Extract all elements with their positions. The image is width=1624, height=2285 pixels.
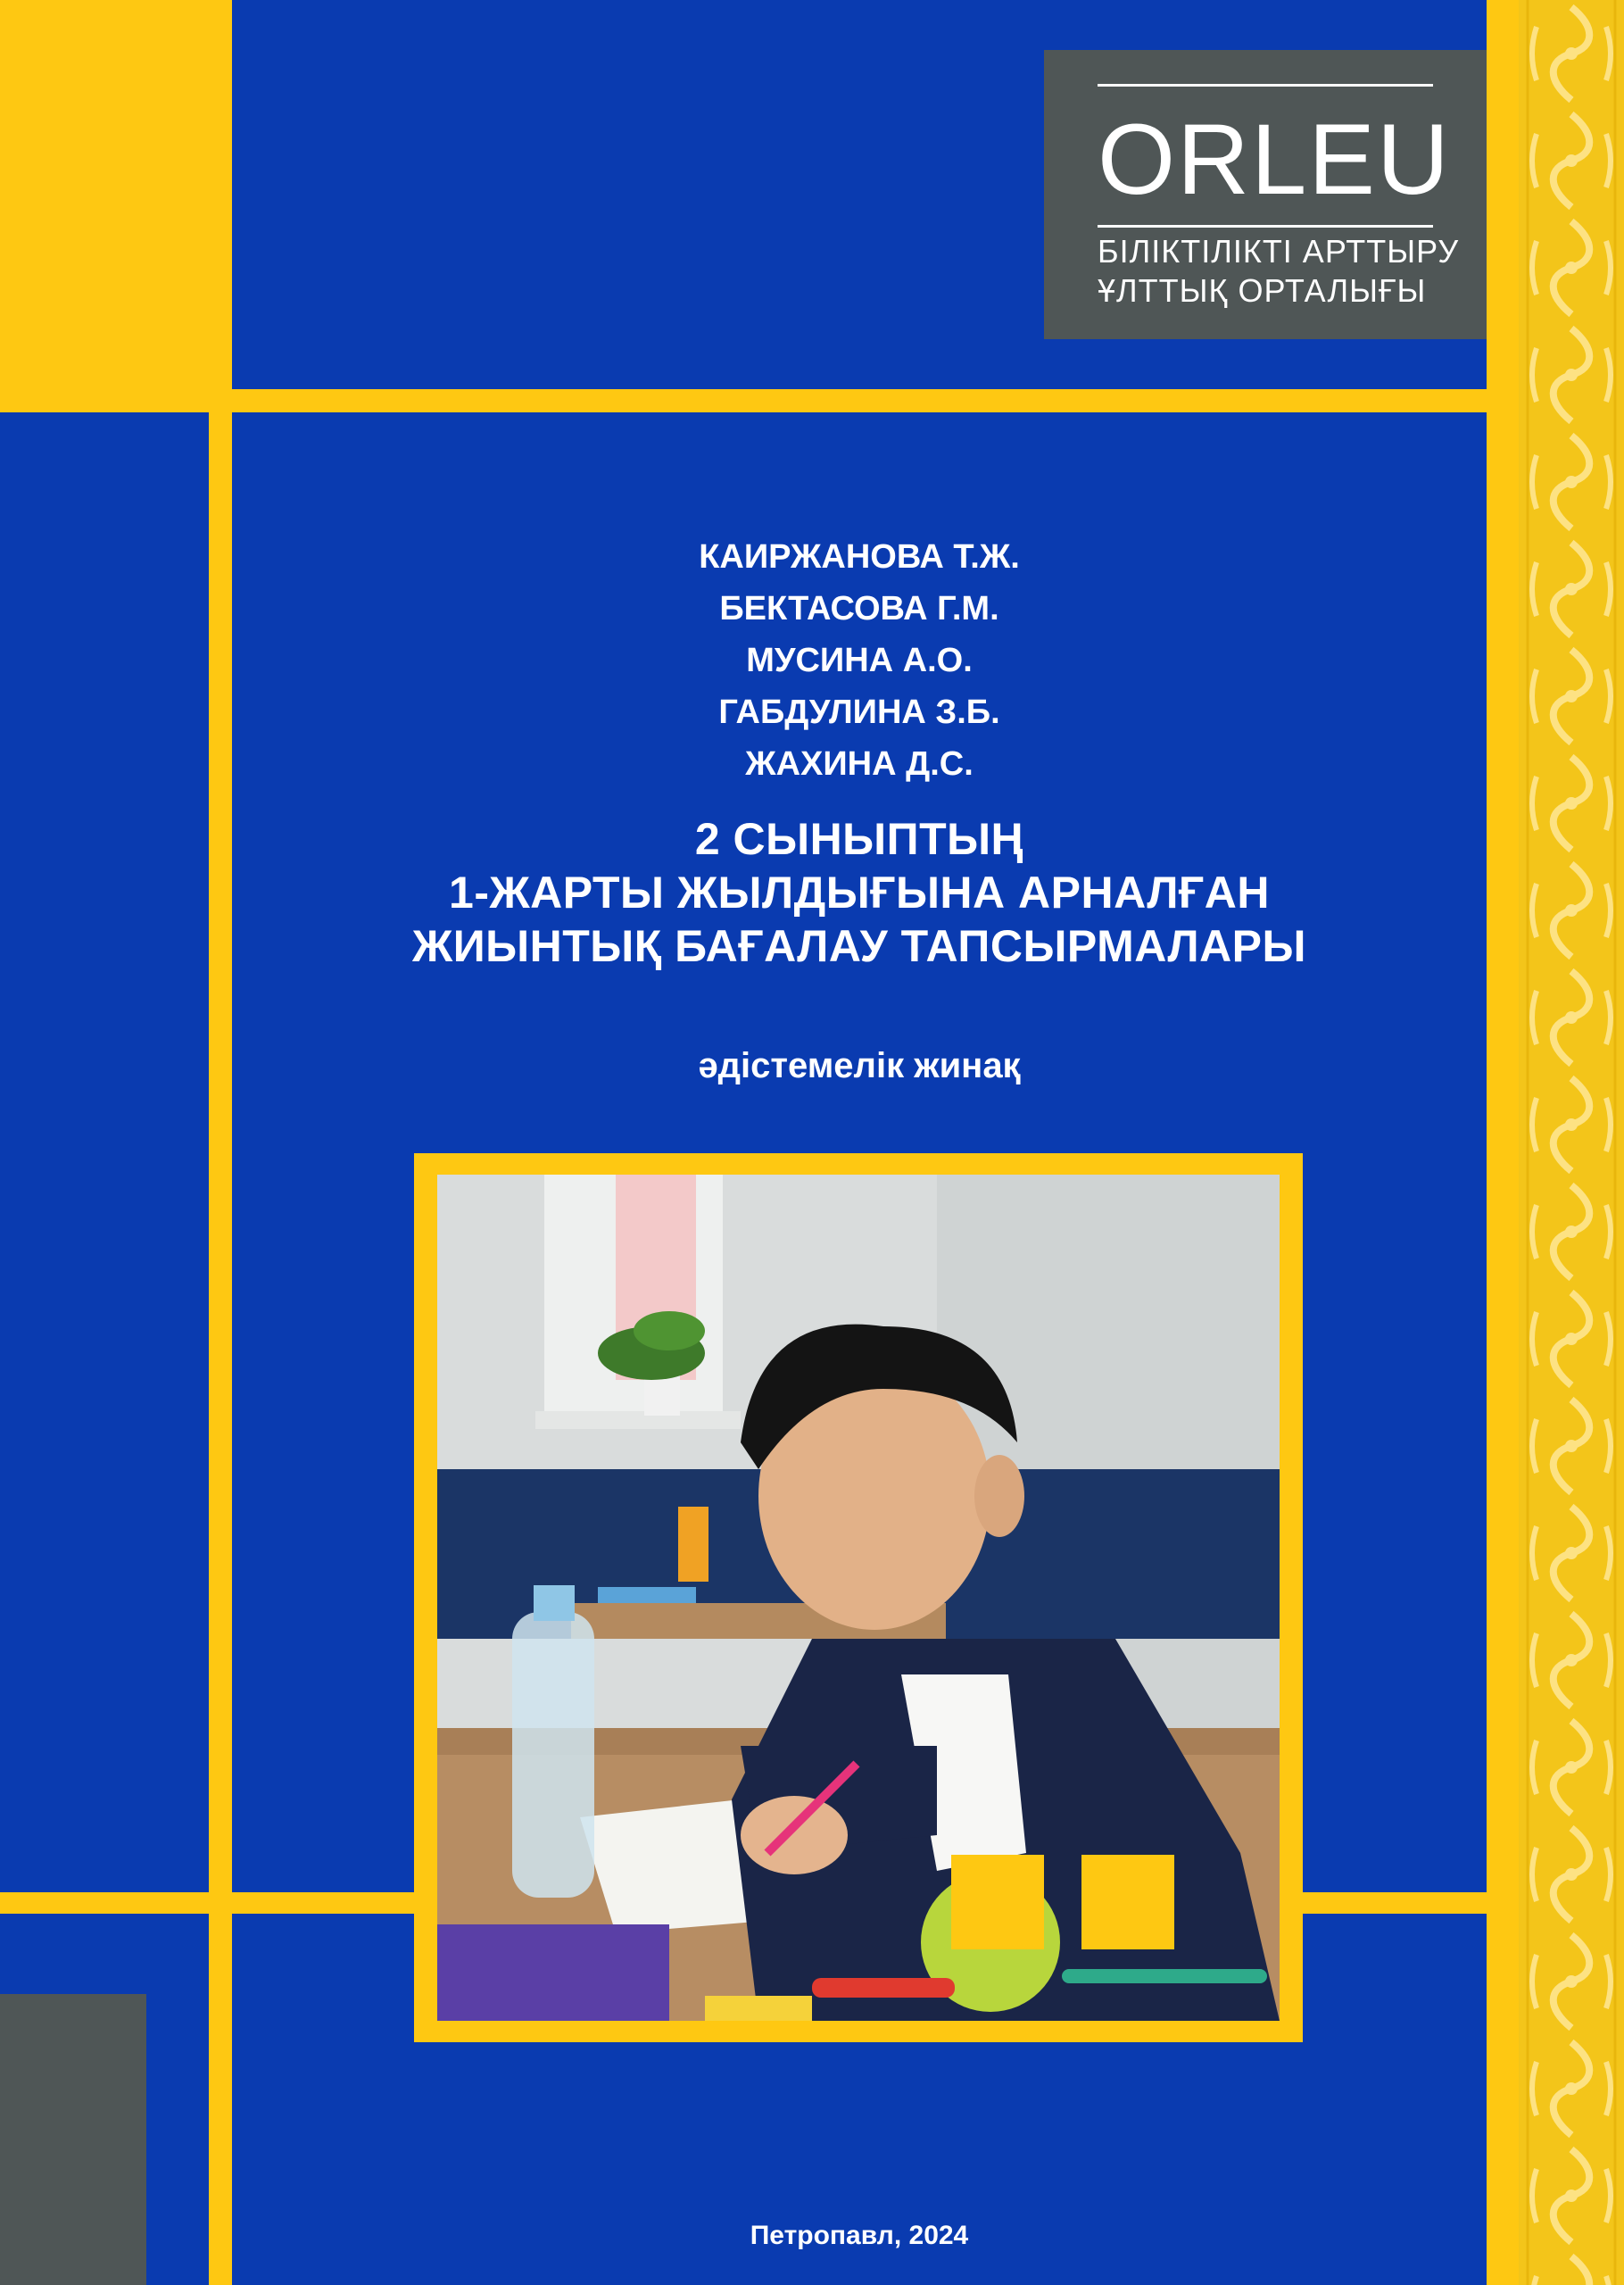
decor-square <box>951 1855 1044 1949</box>
author-list <box>232 531 1487 790</box>
logo-top-rule <box>1098 84 1433 87</box>
author-name: МУСИНА А.О. <box>746 642 973 679</box>
book-subtitle: әдістемелік жинақ <box>698 1046 1021 1085</box>
logo-box <box>1044 50 1487 339</box>
logo-mid-rule <box>1098 225 1433 228</box>
logo-wordmark: ORLEU <box>1098 104 1451 215</box>
frame-vertical-right <box>1487 0 1519 2285</box>
frame-left-strip <box>0 0 232 412</box>
title-line: ЖИЫНТЫҚ БАҒАЛАУ ТАПСЫРМАЛАРЫ <box>412 921 1306 971</box>
title-line: 2 СЫНЫПТЫҢ <box>694 814 1024 864</box>
author-name: ГАБДУЛИНА З.Б. <box>718 694 1000 731</box>
author-name: КАИРЖАНОВА Т.Ж. <box>699 538 1020 576</box>
publication-place-year: Петропавл, 2024 <box>750 2221 969 2250</box>
decor-square <box>1081 1855 1174 1949</box>
ornament-border <box>1519 0 1624 2285</box>
logo-subtitle-line1: БІЛІКТІЛІКТІ АРТТЫРУ <box>1098 233 1460 270</box>
frame-vertical-left <box>209 412 232 2285</box>
frame-top-bar <box>232 389 1487 412</box>
logo-subtitle-line2: ҰЛТТЫҚ ОРТАЛЫҒЫ <box>1098 272 1427 309</box>
title-line: 1-ЖАРТЫ ЖЫЛДЫҒЫНА АРНАЛҒАН <box>449 868 1270 918</box>
author-name: ЖАХИНА Д.С. <box>745 745 974 783</box>
decor-grey-block <box>0 1994 146 2285</box>
book-title <box>232 812 1487 973</box>
author-name: БЕКТАСОВА Г.М. <box>719 590 999 627</box>
